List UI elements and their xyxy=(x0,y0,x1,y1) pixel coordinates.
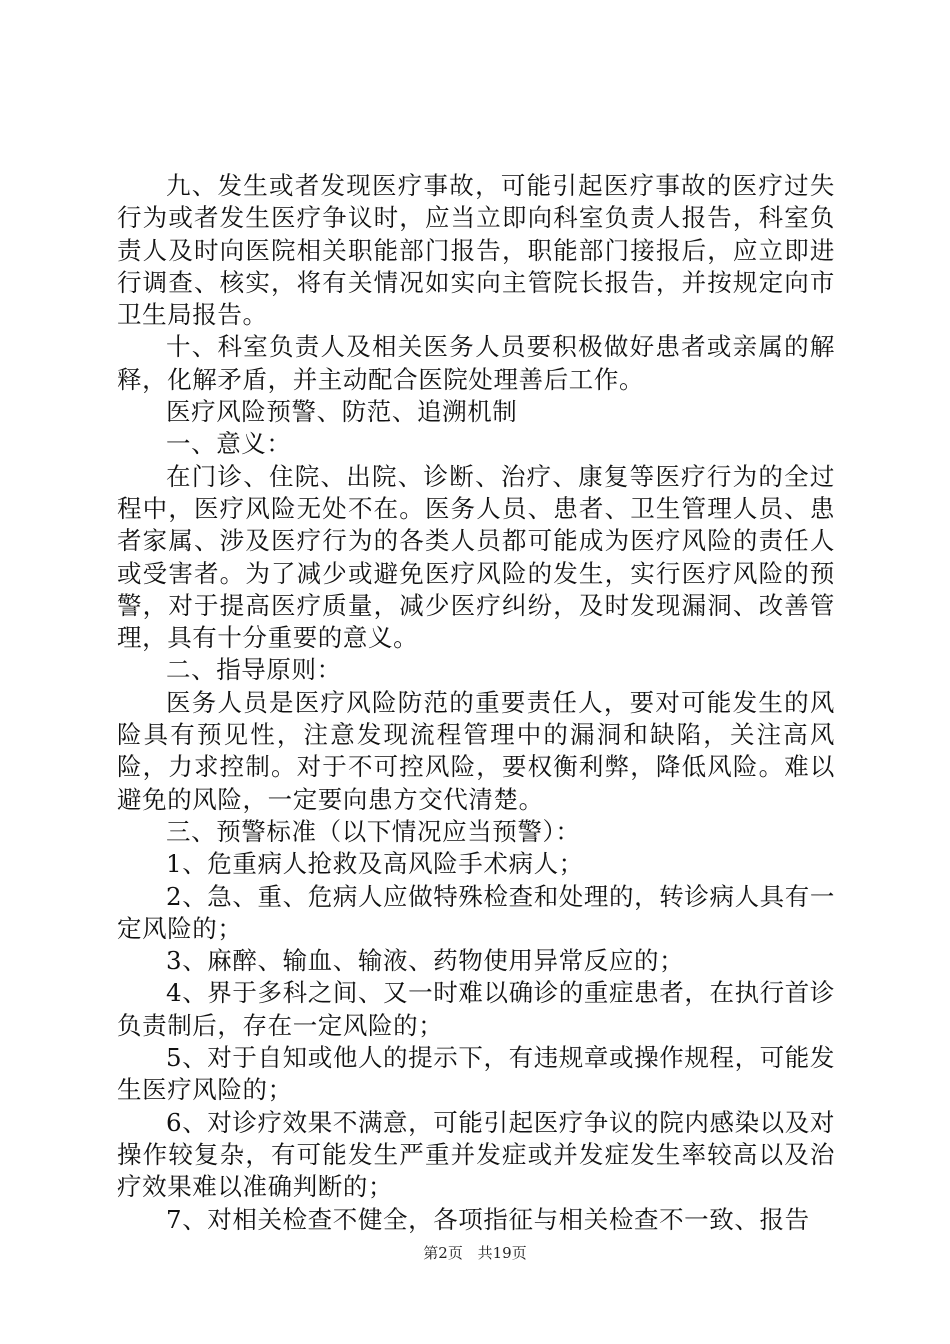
heading-principles: 二、指导原则： xyxy=(166,655,342,685)
list-item-6: 6、对诊疗效果不满意，可能引起医疗争议的院内感染以及对操作较复杂，有可能发生严重并发症或并发症发生率较高以及治疗效果难以准确判断的； xyxy=(117,1107,835,1202)
document-body xyxy=(117,170,835,1236)
paragraph-principles: 医务人员是医疗风险防范的重要责任人，要对可能发生的风险具有预见性，注意发现流程管理中的漏洞和缺陷，关注高风险，力求控制。对于不可控风险，要权衡利弊，降低风险。难以避免的风险，一定要向患方交代清楚。 xyxy=(117,687,835,814)
list-item-2: 2、急、重、危病人应做特殊检查和处理的，转诊病人具有一定风险的； xyxy=(117,881,835,943)
section-title: 医疗风险预警、防范、追溯机制 xyxy=(166,397,518,427)
list-item-4: 4、界于多科之间、又一时难以确诊的重症患者，在执行首诊负责制后，存在一定风险的； xyxy=(117,978,835,1040)
heading-warning-standards: 三、预警标准（以下情况应当预警）： xyxy=(166,816,581,846)
list-item-7: 7、对相关检查不健全，各项指征与相关检查不一致、报告 xyxy=(166,1204,810,1234)
page-footer xyxy=(0,1242,950,1263)
list-item-3: 3、麻醉、输血、输液、药物使用异常反应的； xyxy=(166,946,685,976)
paragraph-significance: 在门诊、住院、出院、诊断、治疗、康复等医疗行为的全过程中，医疗风险无处不在。医务人员、患者、卫生管理人员、患者家属、涉及医疗行为的各类人员都可能成为医疗风险的责任人或受害者。为了减少或避免医疗风险的发生，实行医疗风险的预警，对于提高医疗质量，减少医疗纠纷，及时发现漏洞、改善管理，具有十分重要的意义。 xyxy=(117,461,835,653)
list-item-5: 5、对于自知或他人的提示下，有违规章或操作规程，可能发生医疗风险的； xyxy=(117,1043,835,1105)
paragraph-10: 十、科室负责人及相关医务人员要积极做好患者或亲属的解释，化解矛盾，并主动配合医院处理善后工作。 xyxy=(117,332,835,394)
page-total: 共19页 xyxy=(477,1244,527,1262)
paragraph-9: 九、发生或者发现医疗事故，可能引起医疗事故的医疗过失行为或者发生医疗争议时，应当立即向科室负责人报告，科室负责人及时向医院相关职能部门报告，职能部门接报后，应立即进行调查、核实，将有关情况如实向主管院长报告，并按规定向市卫生局报告。 xyxy=(117,171,835,330)
page-number: 第2页 xyxy=(423,1244,463,1262)
heading-significance: 一、意义： xyxy=(166,429,292,459)
list-item-1: 1、危重病人抢救及高风险手术病人； xyxy=(166,849,584,879)
